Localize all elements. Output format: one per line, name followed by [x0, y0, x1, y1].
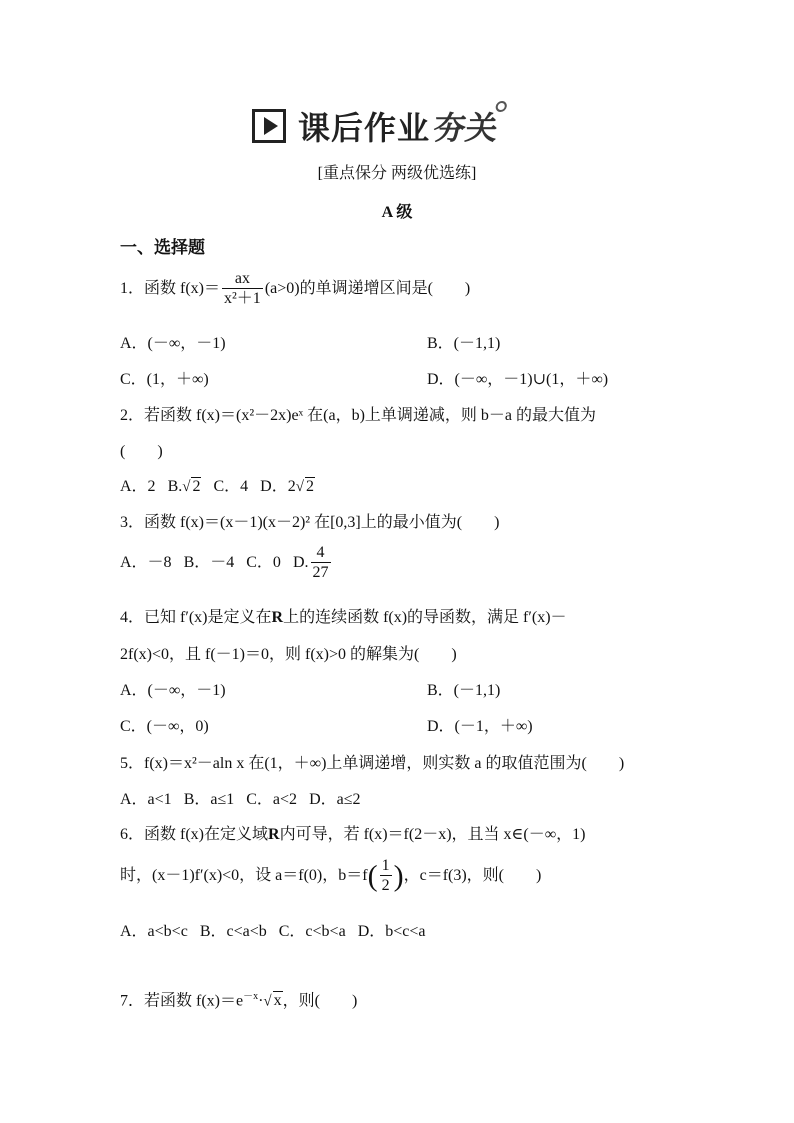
- q1-option-b: B．(－1,1): [427, 335, 501, 352]
- fraction: $\frac{ax}{\text{x²＋1}}$: [224, 270, 261, 307]
- q3-options: [120, 544, 333, 583]
- question-2-line2: ( ): [120, 443, 163, 460]
- q4-option-b: B．(－1,1): [427, 682, 501, 699]
- q2-option-d: D．2√ 2: [260, 478, 314, 495]
- q6-option-a: A．a<b<c: [120, 923, 188, 940]
- question-6: 6．函数 f(x)在定义域R内可导，若 f(x)＝f(2－x)，且当 x∈(－∞，1): [120, 826, 586, 843]
- logo-gear-icon: [495, 101, 508, 112]
- q6-option-d: D．b<c<a: [357, 923, 426, 940]
- q5-option-b: B．a≤1: [183, 791, 235, 808]
- q3-option-c: C．0: [246, 554, 281, 572]
- question-3: 3．函数 f(x)＝(x－1)(x－2)² 在[0,3]上的最小值为( ): [120, 514, 500, 531]
- q1-option-d: D．(－∞，－1)∪(1，＋∞): [427, 371, 609, 388]
- header-banner: [252, 104, 501, 148]
- level-heading: A 级: [381, 204, 413, 221]
- q3-option-a: A．－8: [120, 554, 172, 572]
- q6-options: [120, 918, 426, 941]
- q2-option-a: A．2: [120, 478, 156, 495]
- question-2: 2．若函数 f(x)＝(x²－2x)eˣ 在(a，b)上单调递减，则 b－a 的最大值为: [120, 407, 597, 424]
- q6-option-b: B．c<a<b: [199, 923, 267, 940]
- q1-option-c: C．(1，＋∞): [120, 371, 209, 388]
- q5-option-a: A．a<1: [120, 791, 172, 808]
- q3-option-b: B．－4: [183, 554, 235, 572]
- q4-option-a: A．(－∞，－1): [120, 682, 226, 699]
- q2-option-c: C．4: [213, 478, 249, 495]
- q3-option-d: D. $\frac{4}{27}$: [292, 544, 329, 581]
- q2-options: [120, 473, 315, 496]
- q2-option-b: B.√ 2: [167, 478, 201, 495]
- q6-option-c: C．c<b<a: [278, 923, 346, 940]
- question-6-line2: 时，(x－1)f′(x)<0，设 a＝f(0)，b＝f( $\frac{1}{2}$ )，c＝f(3)，则( ): [120, 857, 542, 894]
- q4-option-d: D．(－1，＋∞): [427, 718, 533, 735]
- question-4-line2: 2f(x)<0，且 f(－1)＝0，则 f(x)>0 的解集为( ): [120, 646, 457, 663]
- q4-option-c: C．(－∞，0): [120, 718, 209, 735]
- question-5: 5．f(x)＝x²－aln x 在(1，＋∞)上单调递增，则实数 a 的取值范围为( ): [120, 755, 625, 772]
- question-4: 4．已知 f′(x)是定义在R上的连续函数 f(x)的导函数，满足 f′(x)－: [120, 609, 567, 626]
- q5-options: [120, 786, 361, 809]
- section-heading: 一、选择题: [120, 238, 205, 258]
- page-title: 课后作业: [298, 109, 431, 147]
- question-1: 1．函数 f(x)＝ $\frac{ax}{\text{x²＋1}}$ (a>0)的单调递增区间是( ): [120, 270, 471, 307]
- subtitle: [重点保分 两级优选练]: [317, 165, 477, 182]
- question-7: 7．若函数 $f(x)=e^{-x}\cdot√$ x，则( ): [120, 991, 358, 1010]
- q5-option-d: D．a≤2: [309, 791, 361, 808]
- q5-option-c: C．a<2: [246, 791, 298, 808]
- q1-option-a: A．(－∞，－1): [120, 335, 226, 352]
- logo: 夯关: [431, 103, 501, 149]
- play-icon: [252, 109, 286, 143]
